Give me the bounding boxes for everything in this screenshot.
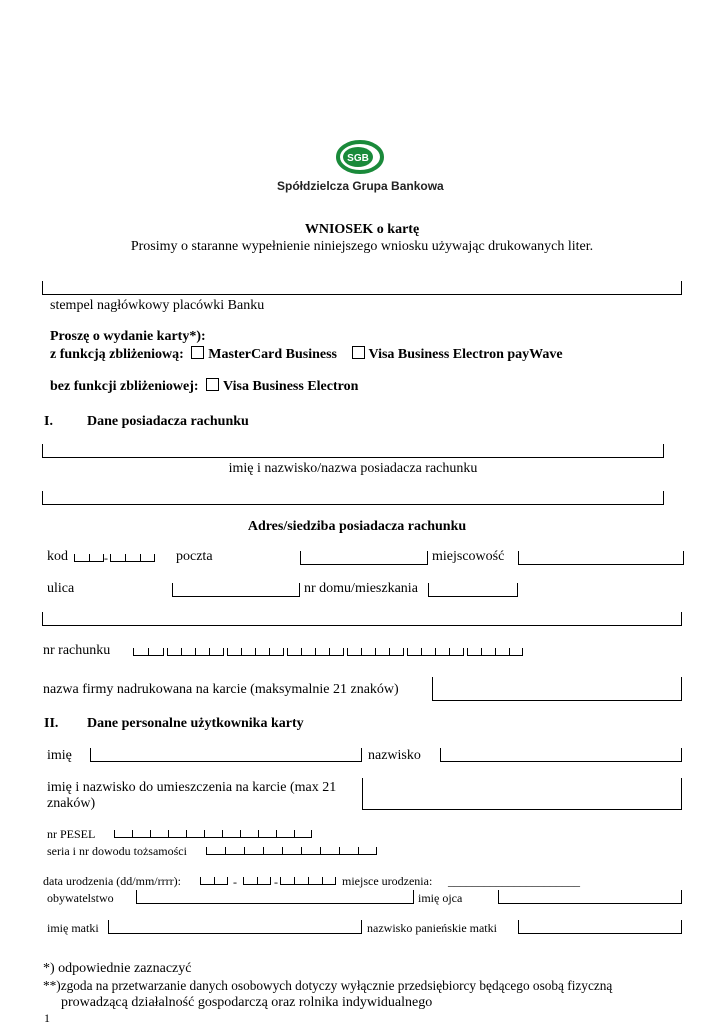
- first-name-field[interactable]: [90, 748, 362, 762]
- birth-month-cells[interactable]: [243, 877, 271, 885]
- house-number-label: nr domu/mieszkania: [304, 581, 418, 596]
- birth-day-cells[interactable]: [200, 877, 228, 885]
- form-subtitle: Prosimy o staranne wypełnienie niniejszego wniosku używając drukowanych liter.: [130, 239, 594, 254]
- account-number-label: nr rachunku: [43, 643, 111, 658]
- footnote-1: *) odpowiednie zaznaczyć: [43, 961, 192, 976]
- card-name-label-1: imię i nazwisko do umieszczenia na karcie (max 21: [47, 780, 337, 795]
- account-holder-name-field[interactable]: [42, 444, 664, 458]
- footnote-2-line-1: **)zgoda na przetwarzanie danych osobowych dotyczy wyłącznie przedsiębiorcy będącego osobą fizyczną: [43, 978, 613, 993]
- account-holder-name-field-2[interactable]: [42, 491, 664, 505]
- id-document-cells[interactable]: [206, 847, 377, 855]
- visa-electron-checkbox[interactable]: [206, 378, 219, 391]
- father-name-label: imię ojca: [418, 891, 463, 905]
- postal-code-cells-1[interactable]: [74, 554, 104, 562]
- first-name-label: imię: [47, 748, 72, 763]
- sgb-logo: [330, 137, 390, 179]
- mother-maiden-name-label: nazwisko panieńskie matki: [367, 921, 497, 935]
- stamp-field[interactable]: [42, 281, 682, 295]
- footnote-2-line-2: prowadzącą działalność gospodarczą oraz rolnika indywidualnego: [61, 995, 433, 1010]
- last-name-label: nazwisko: [368, 748, 421, 763]
- account-holder-name-label: imię i nazwisko/nazwa posiadacza rachunku: [228, 461, 478, 476]
- logo-abbr: SGB: [347, 153, 369, 164]
- city-label: miejscowość: [432, 549, 505, 564]
- card-firm-name-label: nazwa firmy nadrukowana na karcie (maksymalnie 21 znaków): [43, 682, 399, 697]
- postal-code-cells-2[interactable]: [110, 554, 155, 562]
- father-name-field[interactable]: [498, 890, 682, 904]
- contactless-label: z funkcją zbliżeniową:: [50, 347, 184, 362]
- request-no-contactless-row: [50, 378, 358, 395]
- street-field[interactable]: [172, 583, 300, 597]
- pesel-label: nr PESEL: [47, 827, 96, 841]
- house-number-field[interactable]: [428, 583, 518, 597]
- birth-date-dash-2: -: [274, 875, 278, 889]
- birth-date-label: data urodzenia (dd/mm/rrrr):: [43, 874, 181, 888]
- citizenship-field[interactable]: [136, 890, 414, 904]
- post-office-label: poczta: [176, 549, 213, 564]
- mastercard-option: MasterCard Business: [208, 347, 337, 362]
- section2-number: II.: [44, 716, 59, 731]
- city-field[interactable]: [518, 551, 684, 565]
- logo-bank-name: Spółdzielcza Grupa Bankowa: [277, 179, 444, 193]
- visa-paywave-option: Visa Business Electron payWave: [368, 347, 563, 362]
- card-name-field[interactable]: [362, 778, 682, 810]
- birth-year-cells[interactable]: [280, 877, 336, 885]
- card-firm-name-field[interactable]: [432, 677, 682, 701]
- stamp-label: stempel nagłówkowy placówki Banku: [50, 298, 265, 313]
- birth-date-dash-1: -: [233, 875, 237, 889]
- section1-title: Dane posiadacza rachunku: [87, 414, 249, 429]
- section1-number: I.: [44, 414, 53, 429]
- address-title: Adres/siedziba posiadacza rachunku: [247, 519, 467, 534]
- mother-name-field[interactable]: [108, 920, 362, 934]
- section2-title: Dane personalne użytkownika karty: [87, 716, 304, 731]
- mastercard-checkbox[interactable]: [191, 346, 204, 359]
- citizenship-label: obywatelstwo: [47, 891, 114, 905]
- address-extra-field[interactable]: [42, 612, 682, 626]
- street-label: ulica: [47, 581, 75, 596]
- postal-code-dash: -: [104, 551, 108, 565]
- id-document-label: seria i nr dowodu tożsamości: [47, 844, 187, 858]
- post-office-field[interactable]: [300, 551, 428, 565]
- sgb-logo-mark: [330, 137, 390, 179]
- visa-electron-option: Visa Business Electron: [223, 379, 359, 394]
- mother-name-label: imię matki: [47, 921, 99, 935]
- no-contactless-label: bez funkcji zbliżeniowej:: [50, 379, 199, 394]
- pesel-cells[interactable]: [114, 830, 312, 838]
- account-number-cells[interactable]: [133, 648, 523, 656]
- form-title: WNIOSEK o kartę: [304, 222, 420, 237]
- birth-place-label: miejsce urodzenia:: [342, 874, 433, 888]
- card-name-label-2: znaków): [47, 796, 96, 811]
- birth-place-line[interactable]: ______________________: [448, 874, 580, 888]
- postal-code-label: kod: [47, 549, 68, 564]
- last-name-field[interactable]: [440, 748, 682, 762]
- request-contactless-row: [50, 346, 563, 363]
- mother-maiden-name-field[interactable]: [518, 920, 682, 934]
- visa-paywave-checkbox[interactable]: [352, 346, 365, 359]
- request-heading: Proszę o wydanie karty*):: [50, 329, 206, 344]
- page-number: 1: [44, 1011, 50, 1025]
